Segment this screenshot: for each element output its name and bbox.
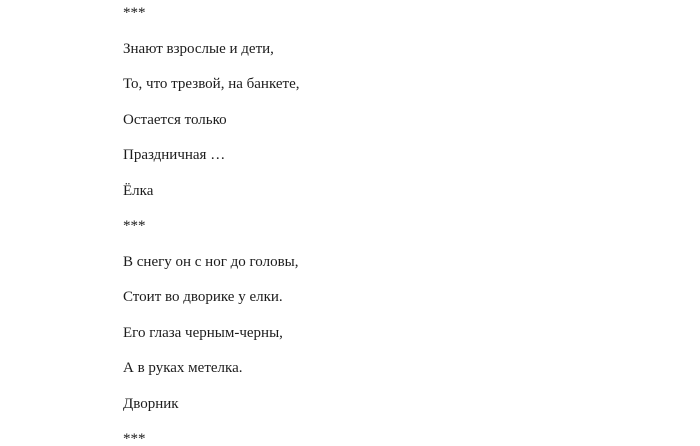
separator: *** (123, 218, 146, 234)
riddle-line: Стоит во дворике у елки. (123, 289, 283, 305)
document-page (123, 5, 700, 446)
riddle-line: Его глаза черным-черны, (123, 324, 283, 341)
riddle-line: То, что трезвой, на банкете, (123, 76, 300, 92)
separator: *** (123, 5, 146, 21)
riddle-line: Остается только (123, 111, 227, 128)
riddle-line: В снегу он с ног до головы, (123, 253, 299, 270)
separator: *** (123, 431, 146, 446)
riddle-line: Знают взрослые и дети, (123, 40, 274, 57)
riddle-line: Праздничная … (123, 147, 226, 163)
riddle-answer: Дворник (123, 395, 179, 412)
riddle-line: А в руках метелка. (123, 360, 243, 376)
riddle-answer: Ёлка (123, 182, 154, 199)
